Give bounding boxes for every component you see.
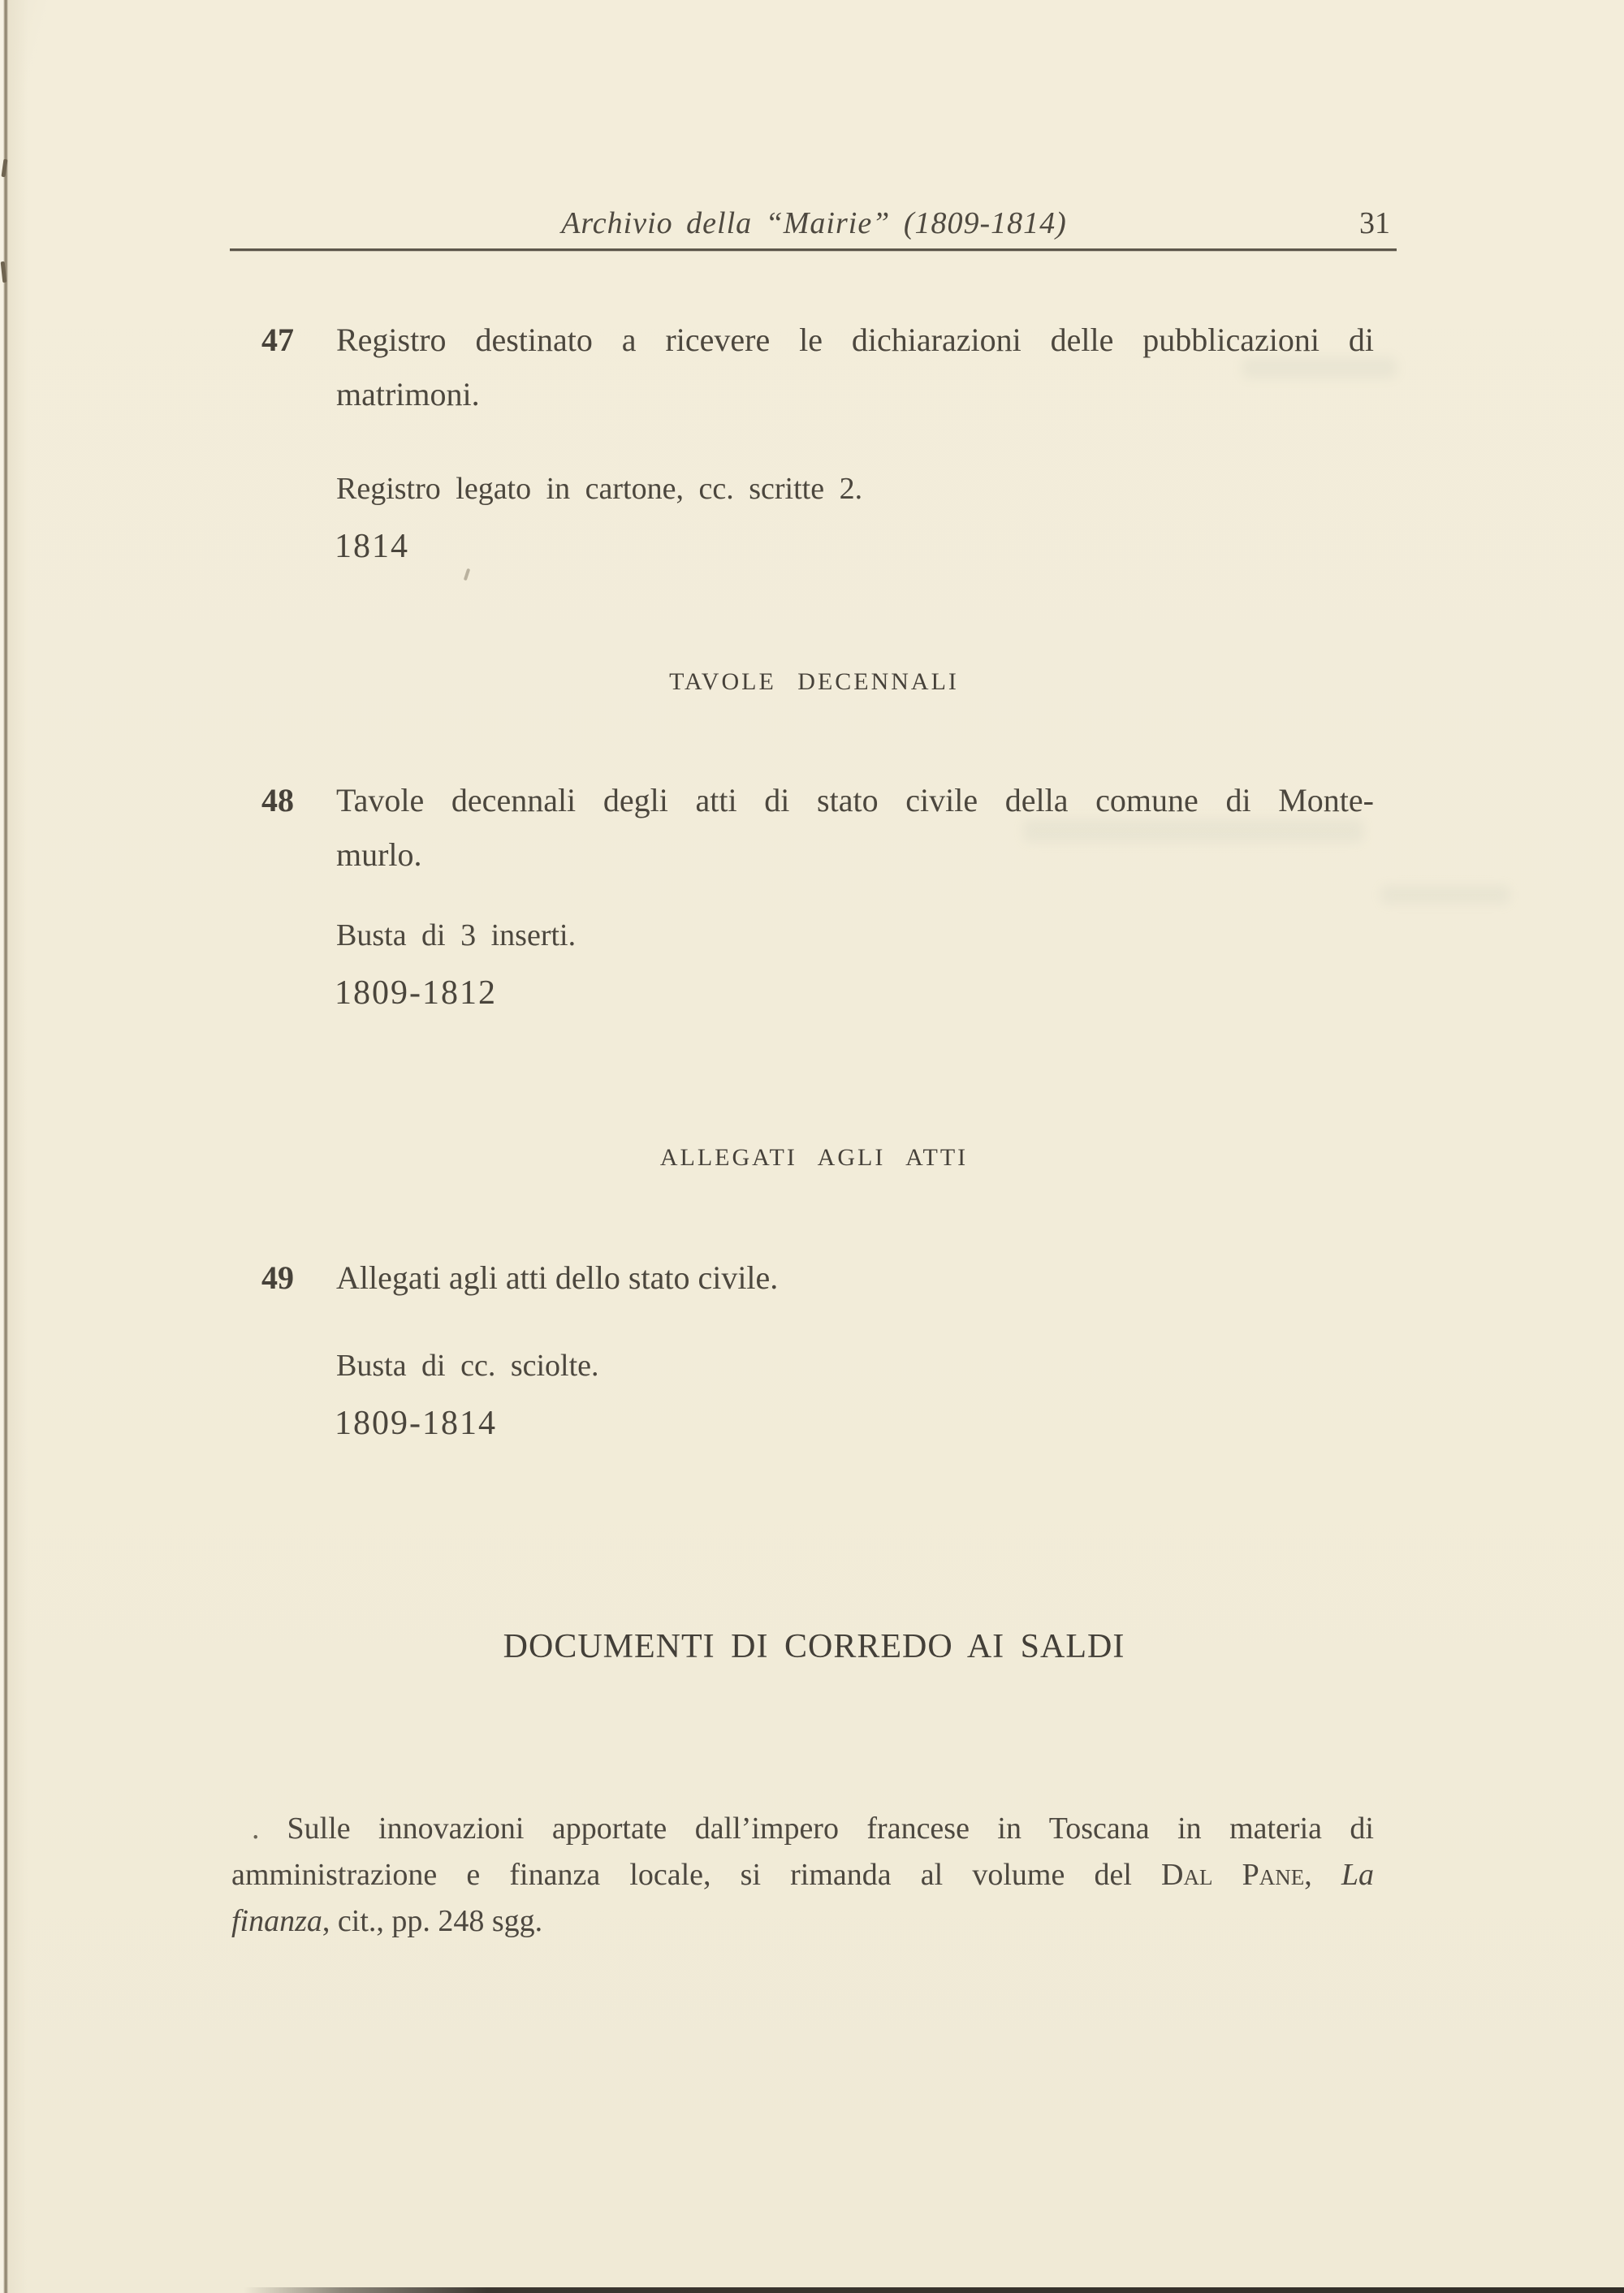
entry-title-line: Tavole decennali degli atti di stato civile della comune di Monte- [336, 782, 1374, 818]
entry-date: 1809-1812 [335, 974, 497, 1012]
entry-title [336, 1250, 1374, 1305]
entry-number: 47 [261, 322, 294, 358]
footnote-line [231, 1898, 1374, 1945]
entry-date: 1814 [335, 528, 409, 565]
entry-title-line: Allegati agli atti dello stato civile. [336, 1259, 779, 1296]
entry-extent: Busta di 3 inserti. [336, 918, 577, 952]
footnote-text: Sulle innovazioni apportate dall’impero francese in Toscana in materia di [287, 1812, 1374, 1846]
footnote-line [231, 1806, 1374, 1852]
scan-speck [464, 568, 470, 581]
footnote-line [231, 1852, 1374, 1898]
section-heading-tavole-decennali: TAVOLE DECENNALI [669, 668, 959, 695]
header-rule [230, 248, 1397, 251]
entry-title-line: murlo. [336, 836, 422, 873]
running-title: Archivio della “Mairie” (1809-1814) [561, 206, 1067, 240]
footnote-title-italic: La [1341, 1858, 1375, 1892]
scan-bottom-edge [0, 2287, 1624, 2293]
entry-title [336, 773, 1374, 882]
paper-left-edge [0, 0, 28, 2293]
entry-date: 1809-1814 [335, 1405, 497, 1442]
footnote-author-smallcaps: Dal Pane [1161, 1858, 1305, 1892]
section-heading-documenti-di-corredo: DOCUMENTI DI CORREDO AI SALDI [503, 1628, 1125, 1665]
footnote-marker: . [252, 1812, 260, 1846]
entry-47 [261, 313, 1374, 421]
entry-49 [261, 1250, 1374, 1305]
section-heading-allegati-agli-atti: ALLEGATI AGLI ATTI [659, 1144, 969, 1171]
entry-48 [261, 773, 1374, 882]
footnote-text: , [1304, 1858, 1341, 1892]
entry-extent: Registro legato in cartone, cc. scritte 2. [336, 472, 863, 506]
page-number: 31 [1359, 206, 1390, 240]
entry-title-line: Registro destinato a ricevere le dichiarazioni delle pubblicazioni di [336, 322, 1374, 358]
footnote-text: , cit., pp. 248 sgg. [322, 1904, 543, 1938]
footnote [231, 1806, 1374, 1945]
entry-extent: Busta di cc. sciolte. [336, 1349, 599, 1383]
running-header [231, 203, 1397, 244]
footnote-title-italic: finanza [231, 1904, 322, 1938]
entry-title [336, 313, 1374, 421]
entry-number: 48 [261, 782, 294, 818]
entry-title-line: matrimoni. [336, 376, 480, 412]
footnote-text: amministrazione e finanza locale, si rimanda al volume del [231, 1858, 1162, 1892]
entry-number: 49 [261, 1259, 294, 1296]
bleedthrough-smudge [1380, 885, 1510, 905]
